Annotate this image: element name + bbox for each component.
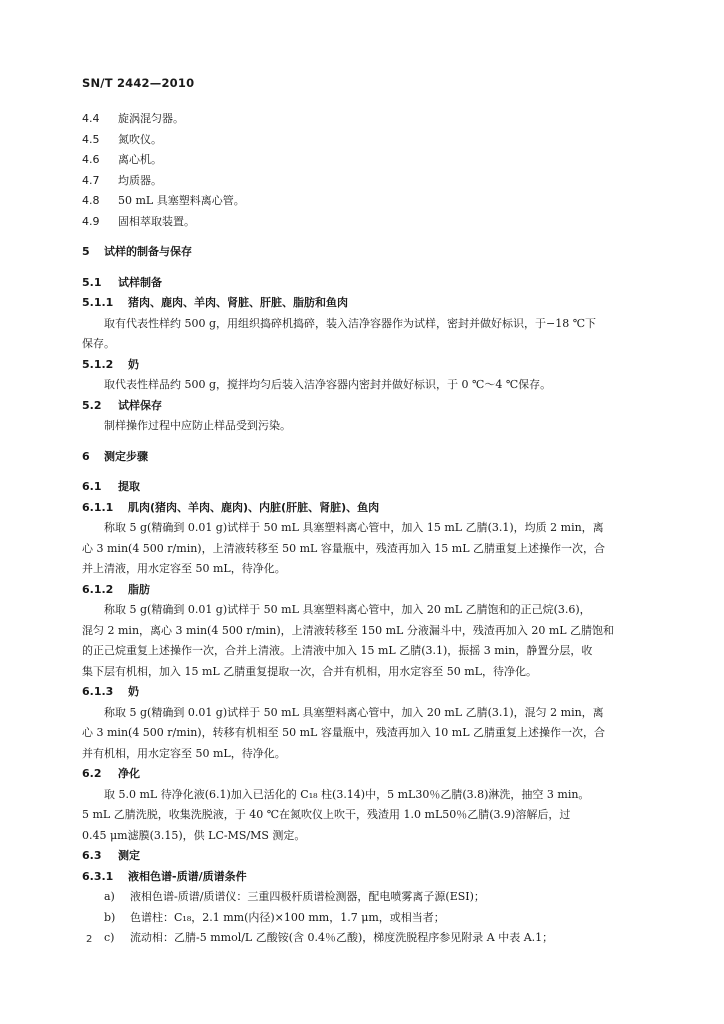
- list-item: 4.6 离心机。: [82, 153, 162, 166]
- list-item: 4.9 固相萃取装置。: [82, 214, 195, 228]
- list-item: 4.8 50 mL 具塞塑料离心管。: [82, 194, 245, 207]
- paragraph-line: 的正己烷重复上述操作一次，合并上清液。上清液中加入 15 mL 乙腈(3.1)，振摇 3 min，静置分层，收: [82, 644, 593, 657]
- paragraph-line: 并有机相，用水定容至 50 mL，待净化。: [82, 746, 286, 760]
- subsection-heading: 6.3 测定: [82, 849, 140, 862]
- subsection-heading: 5.1.2 奶: [82, 357, 139, 371]
- subsection-heading: 6.3.1 液相色谱-质谱/质谱条件: [82, 869, 247, 883]
- paragraph-line: 称取 5 g(精确到 0.01 g)试样于 50 mL 具塞塑料离心管中，加入 15 mL 乙腈(3.1)，均质 2 min，离: [104, 521, 604, 534]
- list-item: 4.4 旋涡混匀器。: [82, 112, 184, 125]
- paragraph-line: 0.45 μm滤膜(3.15)，供 LC-MS/MS 测定。: [82, 828, 306, 842]
- subsection-heading: 5.1.1 猪肉、鹿肉、羊肉、肾脏、肝脏、脂肪和鱼肉: [82, 296, 348, 309]
- subsection-heading: 6.1.1 肌肉(猪肉、羊肉、鹿肉)、内脏(肝脏、肾脏)、鱼肉: [82, 500, 380, 514]
- document-body: [82, 109, 642, 949]
- subsection-heading: 5.2 试样保存: [82, 398, 162, 412]
- paragraph-line: 心 3 min(4 500 r/min)，上清液转移至 50 mL 容量瓶中，残渣再加入 15 mL 乙腈重复上述操作一次，合: [82, 541, 606, 555]
- paragraph-line: 取 5.0 mL 待净化液(6.1)加入已活化的 C₁₈ 柱(3.14)中，5 mL30％乙腈(3.8)淋洗，抽空 3 min。: [104, 787, 590, 801]
- list-item: a) 液相色谱-质谱/质谱仪：三重四极杆质谱检测器，配电喷雾离子源(ESI)；: [104, 890, 485, 903]
- section-heading: 5 试样的制备与保存: [82, 245, 192, 258]
- paragraph-line: 保存。: [82, 337, 115, 350]
- paragraph-line: 集下层有机相，加入 15 mL 乙腈重复提取一次，合并有机相，用水定容至 50 mL，待净化。: [82, 664, 537, 678]
- subsection-heading: 6.2 净化: [82, 767, 140, 780]
- subsection-heading: 5.1 试样制备: [82, 275, 162, 289]
- subsection-heading: 6.1.3 奶: [82, 685, 139, 698]
- paragraph-line: 制样操作过程中应防止样品受到污染。: [104, 419, 291, 432]
- list-item: b) 色谱柱：C₁₈，2.1 mm(内径)×100 mm，1.7 μm，或相当者；: [104, 910, 445, 924]
- list-item: c) 流动相：乙腈-5 mmol/L 乙酸铵(含 0.4％乙酸)，梯度洗脱程序参见附录 A 中表 A.1；: [104, 931, 554, 944]
- section-heading: 6 测定步骤: [82, 449, 148, 463]
- paragraph-line: 取有代表性样约 500 g，用组织捣碎机捣碎，装入洁净容器作为试样，密封并做好标识，于−18 ℃下: [104, 316, 597, 330]
- paragraph-line: 5 mL 乙腈洗脱，收集洗脱液，于 40 ℃在氮吹仪上吹干，残渣用 1.0 mL50％乙腈(3.9)溶解后，过: [82, 808, 571, 821]
- subsection-heading: 6.1.2 脂肪: [82, 582, 150, 596]
- subsection-heading: 6.1 提取: [82, 480, 140, 493]
- paragraph-line: 心 3 min(4 500 r/min)，转移有机相至 50 mL 容量瓶中，残渣再加入 10 mL 乙腈重复上述操作一次，合: [82, 726, 606, 739]
- paragraph-line: 并上清液，用水定容至 50 mL，待净化。: [82, 562, 286, 575]
- paragraph-line: 取代表性样品约 500 g，搅拌均匀后装入洁净容器内密封并做好标识，于 0 ℃～4 ℃保存。: [104, 378, 552, 391]
- list-item: 4.5 氮吹仪。: [82, 132, 162, 146]
- page-number: 2: [86, 934, 93, 945]
- list-item: 4.7 均质器。: [82, 173, 162, 187]
- standard-code-header: SN/T 2442—2010: [82, 76, 195, 90]
- paragraph-line: 称取 5 g(精确到 0.01 g)试样于 50 mL 具塞塑料离心管中，加入 20 mL 乙腈饱和的正己烷(3.6)，: [104, 603, 591, 616]
- paragraph-line: 称取 5 g(精确到 0.01 g)试样于 50 mL 具塞塑料离心管中，加入 20 mL 乙腈(3.1)，混匀 2 min，离: [104, 705, 604, 719]
- paragraph-line: 混匀 2 min，离心 3 min(4 500 r/min)，上清液转移至 150 mL 分液漏斗中，残渣再加入 20 mL 乙腈饱和: [82, 623, 615, 637]
